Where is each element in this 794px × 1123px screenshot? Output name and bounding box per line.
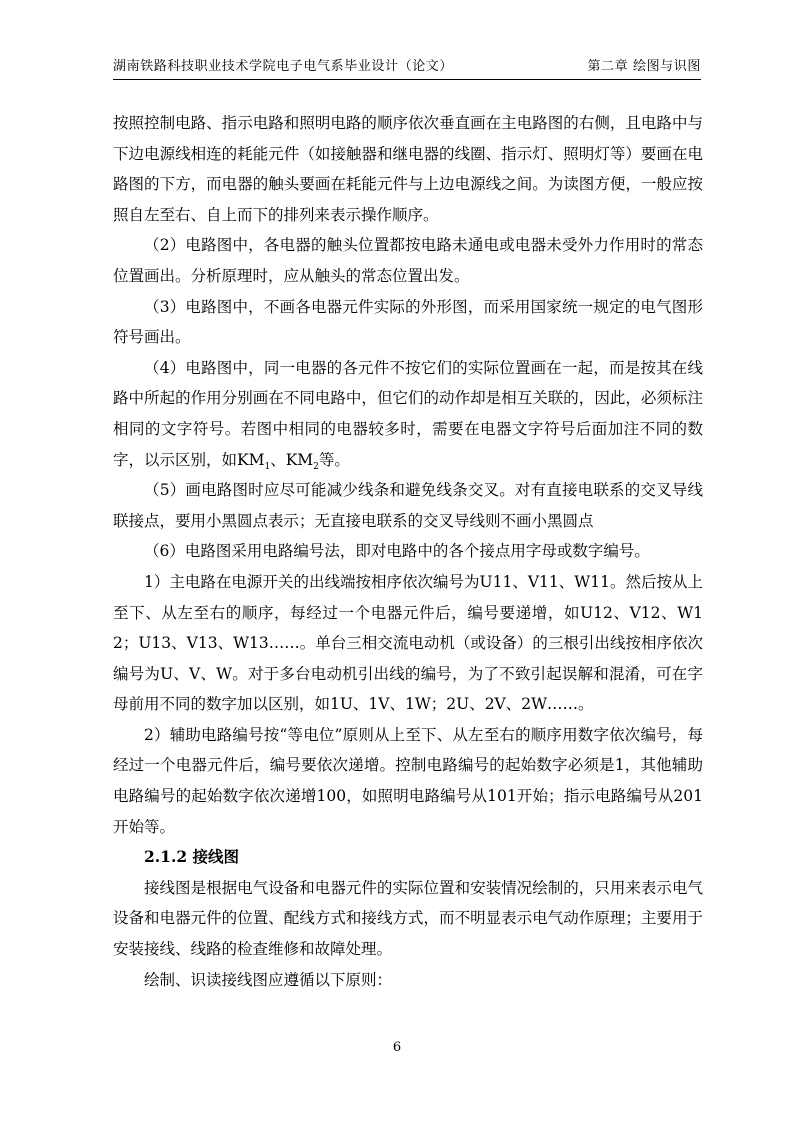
paragraph-control-circuit-order: 按照控制电路、指示电路和照明电路的顺序依次垂直画在主电路图的右侧，且电路中与下边电源线相连的耗能元件（如接触器和继电器的线圈、指示灯、照明灯等）要画在电路图的下方，而电器的触头要画在耗能元件与上边电源线之间。为读图方便，一般应按照自左至右、自上而下的排列来表示操作顺序。 bbox=[113, 114, 703, 224]
paragraph-graphic-symbols: （3）电路图中，不画各电器元件实际的外形图，而采用国家统一规定的电气图形符号画出。 bbox=[113, 297, 703, 347]
page-body bbox=[113, 108, 703, 995]
section-heading-wiring-diagram: 2.1.2 接线图 bbox=[144, 847, 240, 867]
km-separator: 、 bbox=[270, 450, 286, 469]
paragraph-wiring-diagram-definition: 接线图是根据电气设备和电器元件的实际位置和安装情况绘制的，只用来表示电气设备和电器元件的位置、配线方式和接线方式，而不明显表示电气动作原理；主要用于安装接线、线路的检查维修和故障处理。 bbox=[113, 878, 703, 959]
km-symbol-1: KM bbox=[237, 450, 265, 469]
paragraph-numbering-method: （6）电路图采用电路编号法，即对电路中的各个接点用字母或数字编号。 bbox=[144, 542, 650, 561]
paragraph-text-symbols bbox=[113, 353, 703, 475]
km-subscript-2: 2 bbox=[313, 461, 319, 472]
header-chapter-title: 第二章 绘图与识图 bbox=[587, 59, 701, 74]
paragraph-line-crossing: （5）画电路图时应尽可能减少线条和避免线条交叉。对有直接电联系的交叉导线联接点，要用小黑圆点表示；无直接电联系的交叉导线则不画小黑圆点 bbox=[113, 481, 703, 530]
paragraph-aux-circuit-numbering: 2）辅助电路编号按“等电位”原则从上至下、从左至右的顺序用数字依次编号，每经过一个电器元件后，编号要依次递增。控制电路编号的起始数字必须是1，其他辅助电路编号的起始数字依次递增100，如照明电路编号从101开始；指示电路编号从201开始等。 bbox=[113, 725, 703, 836]
paragraph-wiring-diagram-principles: 绘制、识读接线图应遵循以下原则： bbox=[144, 970, 393, 989]
header-document-title: 湖南铁路科技职业技术学院电子电气系毕业设计（论文） bbox=[113, 59, 454, 74]
paragraph-text-symbols-body: （4）电路图中，同一电器的各元件不按它们的实际位置画在一起，而是按其在线路中所起的作用分别画在不同电路中，但它们的动作却是相互关联的，因此，必须标注相同的文字符号。若图中相同的电器较多时，需要在电器文字符号后面加注不同的数字，以示区别，如 bbox=[113, 358, 703, 469]
page-number: 6 bbox=[392, 1040, 402, 1055]
km-symbol-2: KM bbox=[285, 450, 314, 469]
paragraph-contact-position: （2）电路图中，各电器的触头位置都按电路未通电或电器未受外力作用时的常态位置画出。分析原理时，应从触头的常态位置出发。 bbox=[113, 236, 703, 285]
km-subscript-1: 1 bbox=[264, 461, 271, 472]
paragraph-text-symbols-end: 等。 bbox=[318, 450, 350, 469]
paragraph-main-circuit-numbering: 1）主电路在电源开关的出线端按相序依次编号为U11、V11、W11。然后按从上至下、从左至右的顺序，每经过一个电器元件后，编号要递增，如U12、V12、W12；U13、V13、W13……。单台三相交流电动机（或设备）的三根引出线按相序依次编号为U、V、W。对于多台电动机引出线的编号，为了不致引起误解和混淆，可在字母前用不同的数字加以区别，如1U、1V、1W；2U、2V、2W……。 bbox=[113, 572, 703, 714]
page-header bbox=[113, 53, 701, 80]
